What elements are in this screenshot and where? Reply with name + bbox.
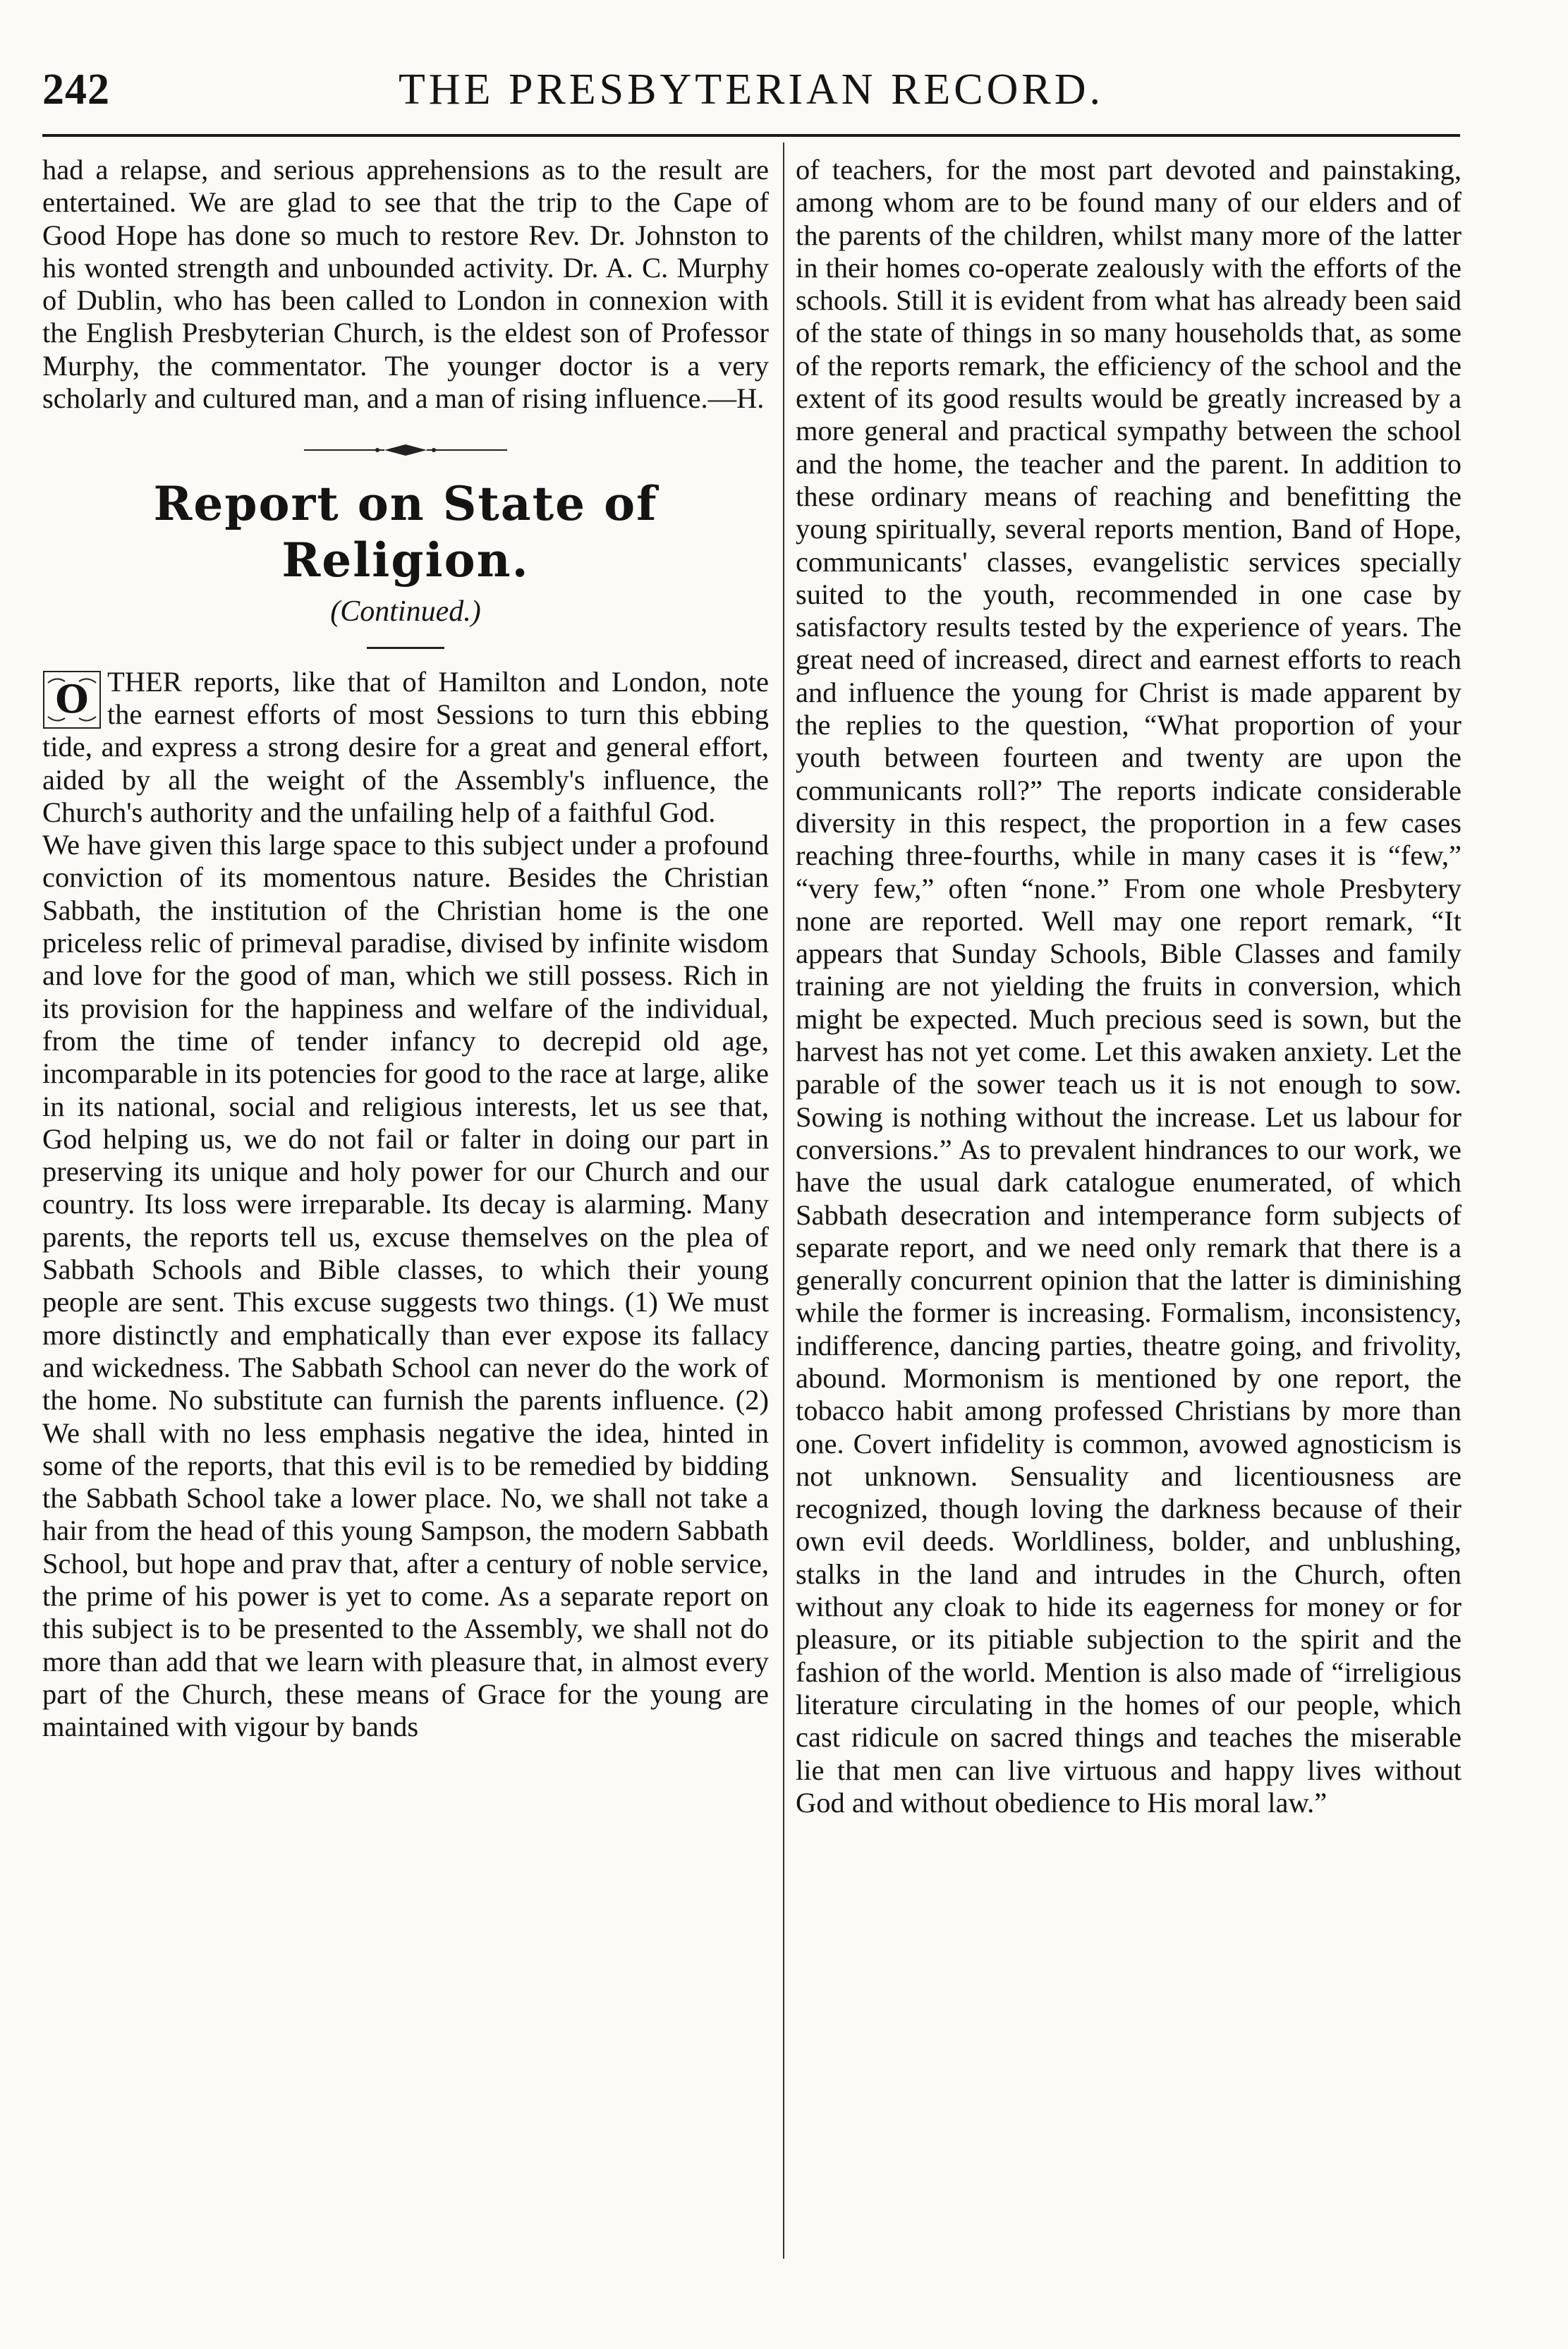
intro-paragraph: had a relapse, and serious apprehensions as to the result are entertained. We are glad to see that the trip to the Cape of Good Hope has done so much to restore Rev. Dr. Johnston to his wonted strength and unbounded activity. Dr. A. C. Murphy of Dublin, who has been called to London in connexion with the English Presbyterian Church, is the eldest son of Professor Murphy, the commentator. The younger doctor is a very scholarly and cultured man, and a man of rising influence.—H.	[42, 154, 769, 415]
page-number: 242	[42, 66, 110, 114]
journal-title: THE PRESBYTERIAN RECORD.	[398, 66, 1105, 114]
second-paragraph: We have given this large space to this subject under a profound conviction of its momentous nature. Besides the Christian Sabbath, the institution of the Christian home is the one priceless relic of primeval paradise, divised by infinite wisdom and love for the good of man, which we still possess. Rich in its provision for the happiness and welfare of the individual, from the time of tender infancy to decrepid old age, incomparable in its potencies for good to the race at large, alike in its national, social and religious interests, let us see that, God helping us, we do not fail or falter in doing our part in preserving its unique and holy power for our Church and our country. Its loss were irreparable. Its decay is alarming. Many parents, the reports tell us, excuse themselves on the plea of Sabbath Schools and Bible classes, to which their young people are sent. This excuse suggests two things. (1) We must more distinctly and emphatically than ever expose its fallacy and wickedness. The Sabbath School can never do the work of the home. No substitute can furnish the parents influence. (2) We shall with no less emphasis negative the idea, hinted in some of the reports, that this evil is to be remedied by bidding the Sabbath School take a lower place. No, we shall not take a hair from the head of this young Sampson, the modern Sabbath School, but hope and prav that, after a century of noble service, the prime of his power is yet to come. As a separate report on this subject is to be presented to the Assembly, we shall not do more than add that we learn with pleasure that, in almost every part of the Church, these means of Grace for the young are maintained with vigour by bands	[42, 829, 769, 1743]
header-rule	[42, 134, 1460, 137]
left-column	[42, 154, 769, 1743]
section-ornament	[300, 442, 511, 459]
right-column	[796, 154, 1461, 1819]
right-paragraph: of teachers, for the most part devoted and painstaking, among whom are to be found many of our elders and of the parents of the children, whilst many more of the latter in their homes co-operate zealously with the efforts of the schools. Still it is evident from what has already been said of the state of things in so many households that, as some of the reports remark, the efficiency of the school and the extent of its good results would be greatly increased by a more general and practical sympathy between the school and the home, the teacher and the parent. In addition to these ordinary means of reaching and benefitting the young spiritually, several reports mention, Band of Hope, communicants' classes, evangelistic services specially suited to the youth, recommended in one case by satisfactory results tested by the experience of years. The great need of increased, direct and earnest efforts to reach and influence the young for Christ is made apparent by the replies to the question, “What proportion of your youth between fourteen and twenty are upon the communicants roll?” The reports indicate considerable diversity in this respect, the proportion in a few cases reaching three-fourths, while in many cases it is “few,” “very few,” often “none.” From one whole Presbytery none are reported. Well may one report remark, “It appears that Sunday Schools, Bible Classes and family training are not yielding the fruits in conversion, which might be expected. Much precious seed is sown, but the harvest has not yet come. Let this awaken anxiety. Let the parable of the sower teach us it is not enough to sow. Sowing is nothing without the increase. Let us labour for conversions.” As to prevalent hindrances to our work, we have the usual dark catalogue enumerated, of which Sabbath desecration and intemperance form subjects of separate report, and we need only remark that there is a generally concurrent opinion that the latter is diminishing while the former is increasing. Formalism, inconsistency, indifference, dancing parties, theatre going, and frivolity, abound. Mormonism is mentioned by one report, the tobacco habit among professed Christians by more than one. Covert infidelity is common, avowed agnosticism is not unknown. Sensuality and licentiousness are recognized, though loving the darkness because of their own evil deeds. Worldliness, bolder, and unblushing, stalks in the land and intrudes in the Church, often without any cloak to hide its eagerness for money or for pleasure, or its pitiable subjection to the spirit and the fashion of the world. Mention is also made of “irreligious literature circulating in the homes of our people, which cast ridicule on sacred things and teaches the miserable lie that men can live virtuous and happy lives without God and without obedience to His moral law.”	[796, 154, 1461, 1819]
section-subtitle: (Continued.)	[330, 595, 481, 629]
section-title: Report on State of Religion.	[153, 476, 658, 588]
drop-cap-letter: O	[55, 676, 89, 722]
first-paragraph	[42, 666, 769, 829]
column-divider	[783, 142, 784, 2259]
page-header	[42, 65, 1460, 135]
section-rule	[367, 647, 444, 649]
first-paragraph-text: THER reports, like that of Hamilton and London, note the earnest efforts of most Sessions to turn this ebbing tide, and express a strong desire for a great and general effort, aided by all the weight of the Assembly's influence, the Church's authority and the unfailing help of a faithful God.	[42, 665, 769, 828]
drop-cap-ornament	[42, 670, 102, 729]
